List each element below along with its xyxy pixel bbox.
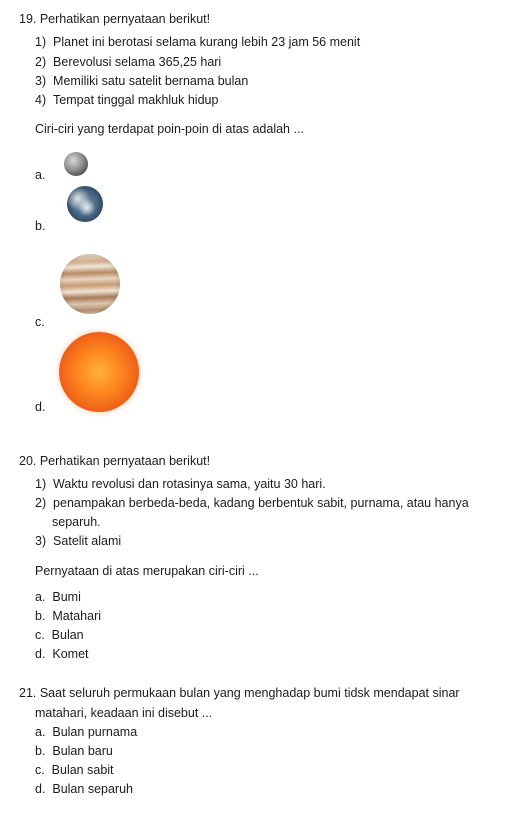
- q20-statement-1: 1) Waktu revolusi dan rotasinya sama, yaitu 30 hari.: [35, 477, 326, 491]
- q21-option-a[interactable]: a. Bulan purnama: [35, 725, 138, 739]
- question-21-title-cont: matahari, keadaan ini disebut ...: [35, 706, 213, 720]
- mercury-planet-image: [64, 152, 88, 176]
- q19-option-c-label[interactable]: c.: [35, 315, 45, 329]
- q21-option-b[interactable]: b. Bulan baru: [35, 744, 113, 758]
- q20-option-b[interactable]: b. Matahari: [35, 609, 102, 623]
- q19-option-a-label[interactable]: a.: [35, 168, 46, 182]
- q20-option-a[interactable]: a. Bumi: [35, 590, 81, 604]
- q19-statement-3: 3) Memiliki satu satelit bernama bulan: [35, 74, 249, 88]
- q19-question: Ciri-ciri yang terdapat poin-poin di atas adalah ...: [35, 122, 304, 136]
- q20-option-d[interactable]: d. Komet: [35, 647, 89, 661]
- earth-planet-image: [67, 186, 103, 222]
- q21-option-c[interactable]: c. Bulan sabit: [35, 763, 114, 777]
- jupiter-planet-image: [60, 254, 120, 314]
- q20-question: Pernyataan di atas merupakan ciri-ciri ...: [35, 564, 259, 578]
- q20-statement-3: 3) Satelit alami: [35, 534, 122, 548]
- q19-statement-2: 2) Berevolusi selama 365,25 hari: [35, 55, 222, 69]
- question-19-title: 19. Perhatikan pernyataan berikut!: [19, 12, 211, 26]
- q21-option-d[interactable]: d. Bulan separuh: [35, 782, 133, 796]
- q20-option-c[interactable]: c. Bulan: [35, 628, 84, 642]
- q19-statement-4: 4) Tempat tinggal makhluk hidup: [35, 93, 219, 107]
- sun-image: [59, 332, 139, 412]
- q19-option-d-label[interactable]: d.: [35, 400, 46, 414]
- q19-option-b-label[interactable]: b.: [35, 219, 46, 233]
- question-21-title: 21. Saat seluruh permukaan bulan yang menghadap bumi tidsk mendapat sinar: [19, 686, 460, 700]
- q19-statement-1: 1) Planet ini berotasi selama kurang lebih 23 jam 56 menit: [35, 35, 361, 49]
- q20-statement-2: 2) penampakan berbeda-beda, kadang berbentuk sabit, purnama, atau hanya: [35, 496, 469, 510]
- question-20-title: 20. Perhatikan pernyataan berikut!: [19, 454, 211, 468]
- q20-statement-2-cont: separuh.: [52, 515, 101, 529]
